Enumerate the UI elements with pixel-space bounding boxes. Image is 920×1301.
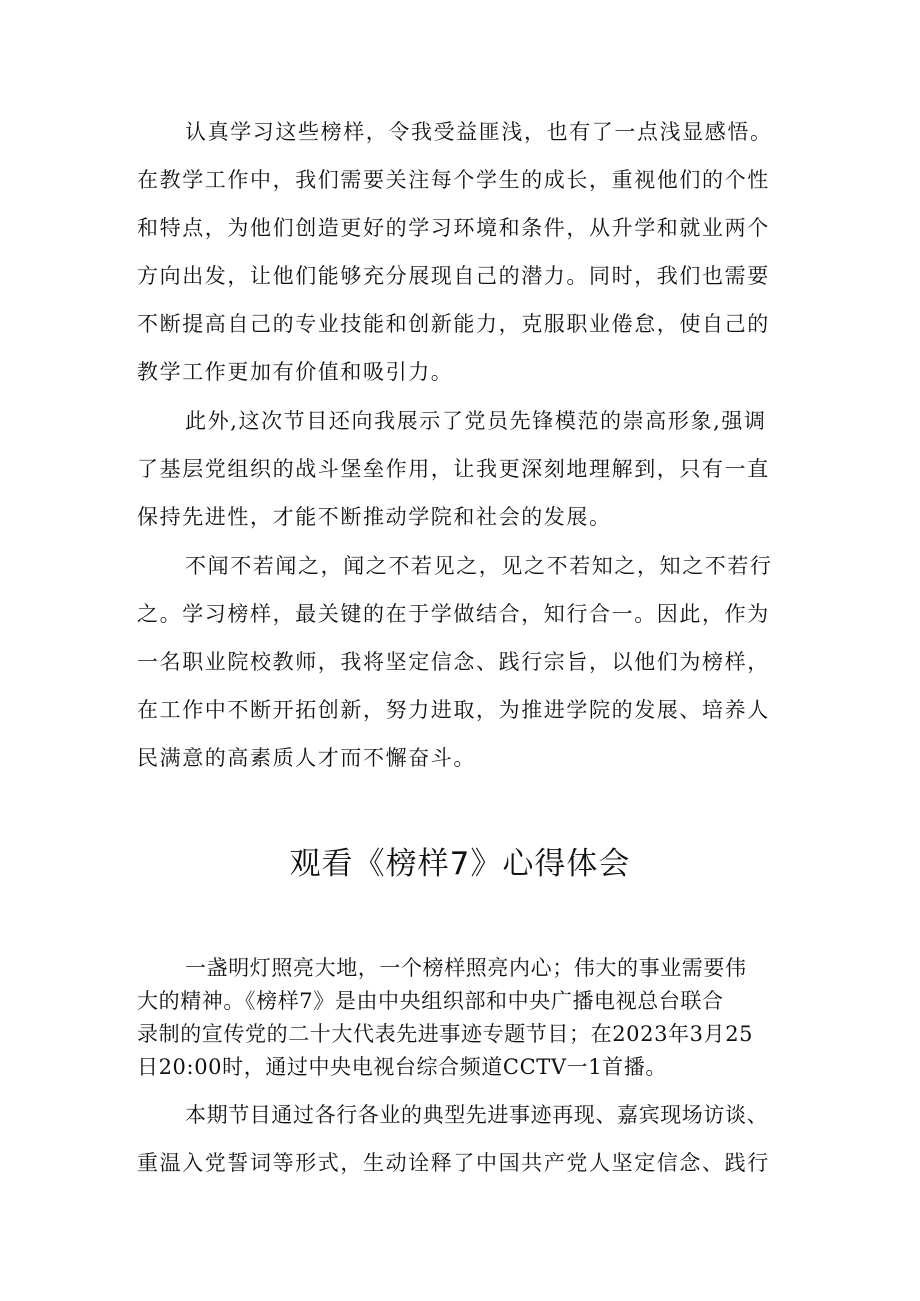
text-line: 不闻不若闻之，闻之不若见之，见之不若知之，知之不若行 bbox=[185, 554, 773, 578]
text-line: 了基层党组织的战斗堡垒作用，让我更深刻地理解到，只有一直 bbox=[137, 457, 770, 481]
text-line: 保持先进性，才能不断推动学院和社会的发展。 bbox=[137, 505, 612, 529]
text-line: 之。学习榜样，最关键的在于学做结合，知行合一。因此，作为 bbox=[137, 602, 770, 626]
text-line: 不断提高自己的专业技能和创新能力，克服职业倦怠，使自己的 bbox=[137, 312, 770, 336]
text-line: 本期节目通过各行各业的典型先进事迹再现、嘉宾现场访谈、 bbox=[185, 1103, 769, 1127]
text-line: 在教学工作中，我们需要关注每个学生的成长，重视他们的个性 bbox=[137, 168, 770, 192]
text-line: 此外,这次节目还向我展示了党员先锋模范的崇高形象,强调 bbox=[185, 409, 767, 433]
text-line: 一盏明灯照亮大地，一个榜样照亮内心；伟大的事业需要伟 bbox=[185, 956, 747, 980]
text-line: 一名职业院校教师，我将坚定信念、践行宗旨，以他们为榜样， bbox=[137, 650, 770, 674]
text-line: 方向出发，让他们能够充分展现自己的潜力。同时，我们也需要 bbox=[137, 264, 770, 288]
text-line: 大的精神。《榜样7》是由中央组织部和中央广播电视总台联合 bbox=[137, 989, 724, 1013]
text-line: 认真学习这些榜样，令我受益匪浅，也有了一点浅显感悟。 bbox=[185, 120, 773, 144]
text-line: 教学工作更加有价值和吸引力。 bbox=[137, 360, 454, 384]
text-line: 重温入党誓词等形式，生动诠释了中国共产党人坚定信念、践行 bbox=[137, 1151, 770, 1175]
text-line: 日20:00时，通过中央电视台综合频道CCTV一1首播。 bbox=[137, 1055, 667, 1079]
text-line: 和特点，为他们创造更好的学习环境和条件，从升学和就业两个 bbox=[137, 216, 770, 240]
text-line: 录制的宣传党的二十大代表先进事迹专题节目；在2023年3月25 bbox=[137, 1022, 754, 1046]
text-line: 民满意的高素质人才而不懈奋斗。 bbox=[137, 746, 476, 770]
article-title: 观看《榜样7》心得体会 bbox=[289, 846, 631, 882]
text-line: 在工作中不断开拓创新，努力进取，为推进学院的发展、培养人 bbox=[137, 698, 770, 722]
